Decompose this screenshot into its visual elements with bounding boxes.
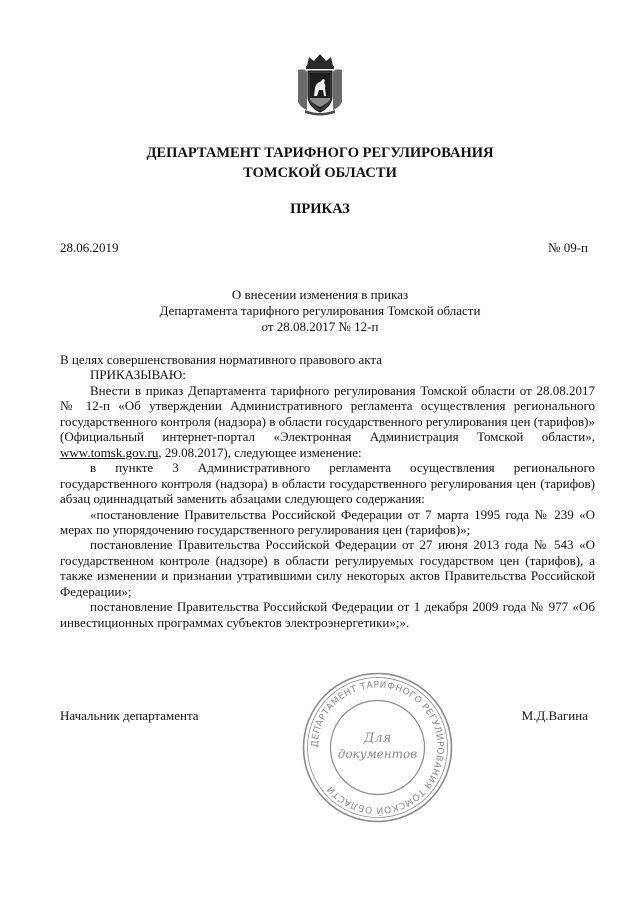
tomsk-coat-of-arms-icon (295, 52, 345, 116)
paragraph-1 (60, 383, 595, 460)
paragraph-1-tail: , 29.08.2017), следующее изменение: (158, 444, 362, 460)
department-name-line1: ДЕПАРТАМЕНТ ТАРИФНОГО РЕГУЛИРОВАНИЯ (146, 145, 494, 161)
paragraph-3: «постановление Правительства Российской Федерации от 7 марта 1995 года № 239 «О мерах по упорядочению государственного регулирования цен (тарифов)»; (60, 506, 595, 537)
stamp-center-line2: документов (337, 747, 418, 761)
paragraph-4: постановление Правительства Российской Федерации от 27 июня 2013 года № 543 «О государственном контроле (надзоре) в области регулируемых государством цен (тарифов), а также изменении и признании утратившими силу некоторых актов Правительства Российской Федерации»; (60, 537, 595, 599)
stamp-center-line1: Для (363, 731, 392, 746)
document-type: ПРИКАЗ (290, 201, 350, 217)
portal-link[interactable]: www.tomsk.gov.ru (60, 444, 159, 460)
document-body (60, 352, 595, 630)
subject-line1: О внесении изменения в приказ (231, 287, 409, 302)
document-date: 28.06.2019 (60, 240, 119, 255)
order-word: ПРИКАЗЫВАЮ: (90, 367, 186, 383)
department-name-line2: ТОМСКОЙ ОБЛАСТИ (243, 165, 397, 181)
official-stamp (300, 670, 455, 825)
paragraph-2: в пункте 3 Административного регламента осуществления регионального государственного контроля (надзора) в области государственного регулирования цен (тарифов) абзац одиннадцатый заменить абзацами следующего содержания: (60, 460, 595, 507)
subject-line3: от 28.08.2017 № 12-п (261, 319, 379, 334)
stamp-ring-text: ДЕПАРТАМЕНТ ТАРИФНОГО РЕГУЛИРОВАНИЯ ТОМСКОЙ ОБЛАСТИ (310, 680, 445, 815)
subject-line2: Департамента тарифного регулирования Томской области (159, 303, 481, 318)
document-number: № 09-п (548, 240, 588, 255)
paragraph-5: постановление Правительства Российской Федерации от 1 декабря 2009 года № 977 «Об инвестиционных программах субъектов электроэнергетики»;». (60, 599, 595, 630)
signatory-name: М.Д.Вагина (521, 708, 588, 723)
signatory-title: Начальник департамента (60, 708, 199, 723)
purpose-line: В целях совершенствования нормативного правового акта (60, 352, 383, 367)
paragraph-1-text: Внести в приказ Департамента тарифного регулирования Томской области от 28.08.2017 № 12-п «Об утверждении Административного регламента осуществления регионального государственного контроля (надзора) в области государственного регулирования цен (тарифов)» (Официальный интернет-портал «Электронная Администрация Томской области», (60, 382, 595, 445)
